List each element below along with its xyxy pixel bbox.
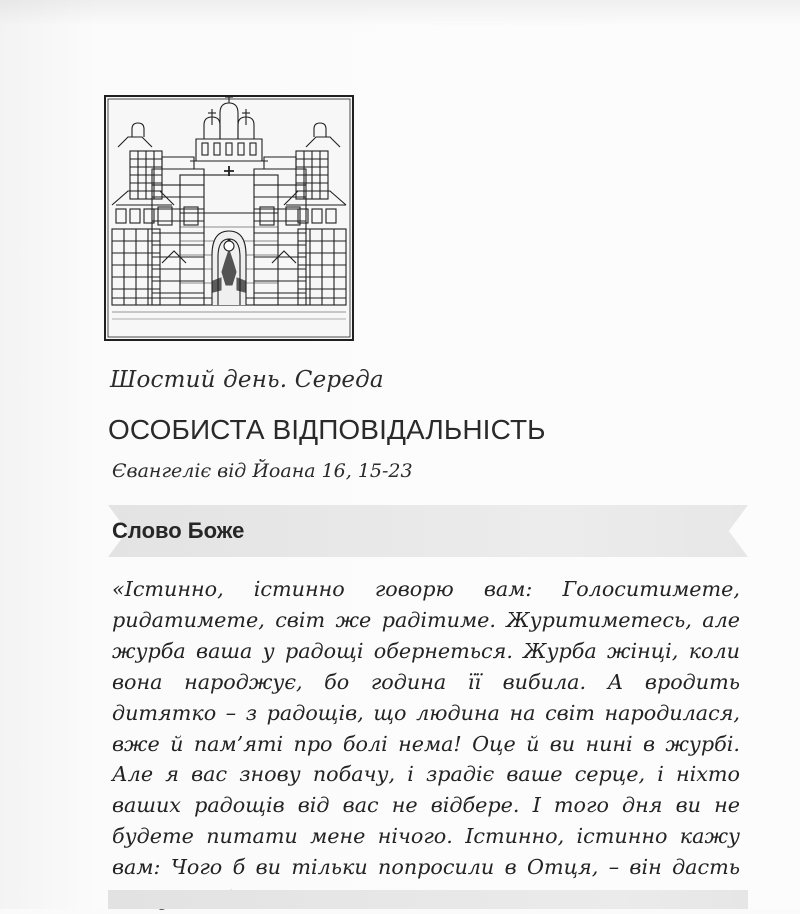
page-shadow xyxy=(0,0,800,26)
gospel-reference: Євангеліє від Йоана 16, 15-23 xyxy=(112,460,413,482)
bottom-band xyxy=(108,890,748,909)
section-label: Слово Боже xyxy=(112,518,245,543)
gospel-quote: «Істинно, істинно говорю вам: Голоситимете, ридатимете, світ же радітиме. Журитиметесь, але журба ваша у радощі обернеться. Журба жінці, коли вона народжує, бо година її вибила. А вродить дитятко – з радощів, що людина на світ народилася, вже й пам’яті про болі нема! Оце й ви нині в журбі. Але я вас знову побачу, і зрадіє ваше серце, і ніхто ваших радощів від вас не відбере. І того дня ви не будете питати мене нічого. Істинно, істинно кажу вам: Чого б ви тільки попросили в Отця, – він дасть xyxy=(112,577,740,880)
section-title: ОСОБИСТА ВІДПОВІДАЛЬНІСТЬ xyxy=(108,414,546,445)
section-day-label: Шостий день. Середа xyxy=(110,367,384,393)
monastery-illustration-icon xyxy=(104,95,354,341)
